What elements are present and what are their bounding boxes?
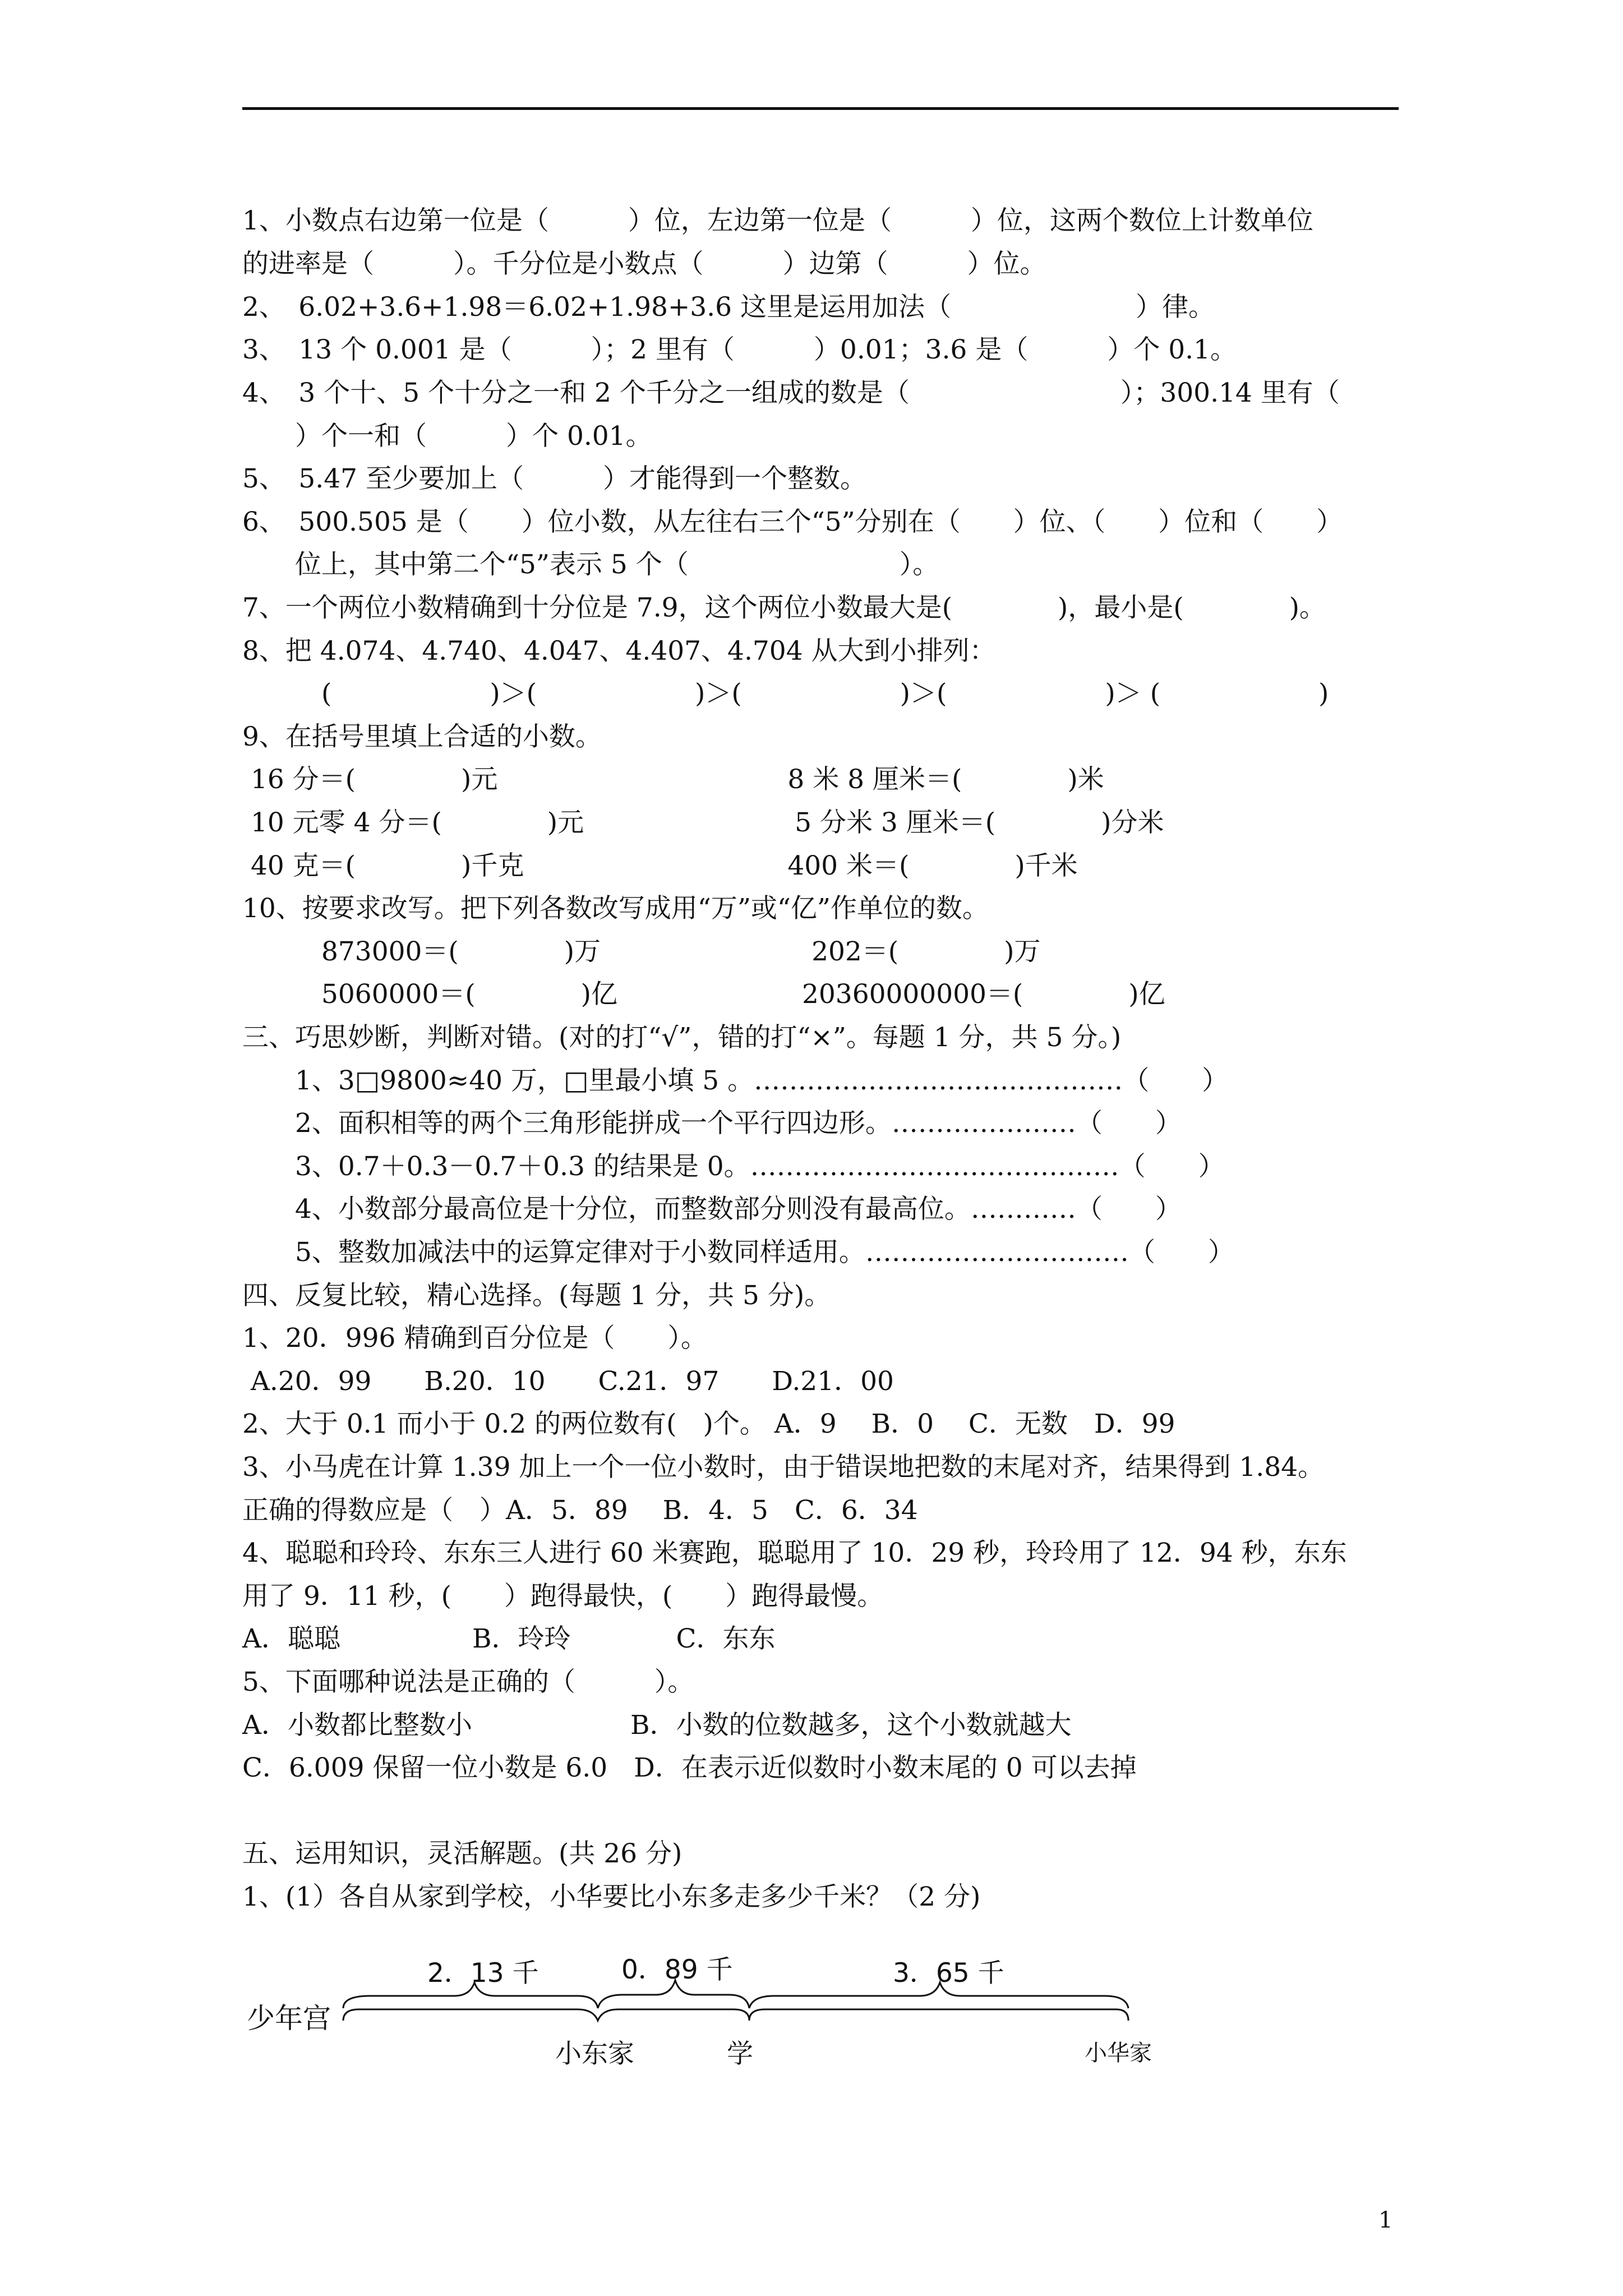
xiaohua-home-label: 小华家 [1085, 2040, 1152, 2066]
question-7: 7、一个两位小数精确到十分位是 7.9，这个两位小数最大是( )，最小是( )。 [242, 592, 1326, 623]
problem-1-1: 1、(1）各自从家到学校，小华要比小东多走多少千米？（2 分) [242, 1881, 981, 1912]
judge-item-2: 2、面积相等的两个三角形能拼成一个平行四边形。…………………（ ） [242, 1108, 1182, 1139]
choice-5-options-ab: A．小数都比整数小 B．小数的位数越多，这个小数就越大 [242, 1710, 1072, 1741]
choice-1-options: A.20．99 B.20．10 C.21．97 D.21．00 [242, 1366, 894, 1397]
xiaodong-home-label: 小东家 [555, 2039, 634, 2069]
segment-label-1: 2．13 千 [427, 1958, 539, 1989]
choice-1: 1、20．996 精确到百分位是（ ）。 [242, 1323, 707, 1354]
question-1-line-1: 1、小数点右边第一位是（ ）位，左边第一位是（ ）位，这两个数位上计数单位 [242, 205, 1313, 236]
page-number: 1 [1378, 2207, 1393, 2233]
question-8: 8、把 4.074、4.740、4.047、4.407、4.704 从大到小排列： [242, 636, 996, 666]
question-10-row-2: 5060000＝( )亿 20360000000＝( )亿 [242, 979, 1165, 1010]
question-9-row-1: 16 分＝( )元 8 米 8 厘米＝( )米 [242, 764, 1104, 795]
choice-2: 2、大于 0.1 而小于 0.2 的两位数有( )个。 A．9 B．0 C．无数 D．99 [242, 1409, 1175, 1439]
question-5: 5、 5.47 至少要加上（ ）才能得到一个整数。 [242, 463, 866, 494]
school-label: 学 [727, 2039, 753, 2069]
segment-label-2: 0．89 千 [621, 1954, 733, 1985]
question-9-row-2: 10 元零 4 分＝( )元 5 分米 3 厘米＝( )分米 [242, 807, 1164, 838]
start-point-label: 少年宫 [247, 2002, 331, 2035]
judge-item-5: 5、整数加减法中的运算定律对于小数同样适用。…………………………（ ） [242, 1237, 1234, 1268]
question-10: 10、按要求改写。把下列各数改写成用“万”或“亿”作单位的数。 [242, 893, 989, 924]
choice-5-options-cd: C．6.009 保留一位小数是 6.0 D．在表示近似数时小数末尾的 0 可以去掉 [242, 1752, 1137, 1783]
choice-4-line-2: 用了 9．11 秒，( ）跑得最快，( ）跑得最慢。 [242, 1581, 884, 1612]
judge-item-3: 3、0.7＋0.3－0.7＋0.3 的结果是 0。……………………………………（ ） [242, 1151, 1225, 1182]
brace-bottom [343, 2009, 1128, 2021]
choice-4-options: A．聪聪 B．玲玲 C．东东 [242, 1623, 776, 1654]
question-4-line-2: ）个一和（ ）个 0.01。 [242, 421, 652, 452]
section-4-heading: 四、反复比较，精心选择。(每题 1 分，共 5 分)。 [242, 1280, 831, 1311]
question-6-line-1: 6、 500.505 是（ ）位小数，从左往右三个“5”分别在（ ）位、（ ）位和（ ） [242, 507, 1343, 537]
choice-3-line-1: 3、小马虎在计算 1.39 加上一个一位小数时，由于错误地把数的末尾对齐，结果得到 1.84。 [242, 1452, 1325, 1483]
segment-label-3: 3．65 千 [893, 1958, 1004, 1989]
question-10-row-1: 873000＝( )万 202＝( )万 [242, 936, 1041, 967]
judge-item-4: 4、小数部分最高位是十分位，而整数部分则没有最高位。…………（ ） [242, 1194, 1182, 1225]
choice-4-line-1: 4、聪聪和玲玲、东东三人进行 60 米赛跑，聪聪用了 10．29 秒，玲玲用了 12．94 秒，东东 [242, 1538, 1347, 1568]
question-3: 3、 13 个 0.001 是（ ）；2 里有（ ）0.01；3.6 是（ ）个 0.1。 [242, 334, 1237, 365]
question-8-blanks: ( )＞( )＞( )＞( )＞ ( ) [242, 678, 1329, 709]
section-3-heading: 三、巧思妙断，判断对错。(对的打“√”，错的打“×”。每题 1 分，共 5 分。) [242, 1022, 1122, 1053]
question-6-line-2: 位上，其中第二个“5”表示 5 个（ ）。 [242, 549, 939, 580]
section-5-heading: 五、运用知识，灵活解题。(共 26 分) [242, 1838, 683, 1869]
choice-3-line-2: 正确的得数应是（ ）A．5．89 B．4．5 C．6．34 [242, 1495, 918, 1526]
question-9: 9、在括号里填上合适的小数。 [242, 721, 602, 752]
question-9-row-3: 40 克＝( )千克 400 米＝( )千米 [242, 850, 1078, 881]
question-1-line-2: 的进率是（ ）。千分位是小数点（ ）边第（ ）位。 [242, 249, 1046, 279]
judge-item-1: 1、3□9800≈40 万，□里最小填 5 。……………………………………（ ） [242, 1065, 1229, 1096]
question-4-line-1: 4、 3 个十、5 个十分之一和 2 个千分之一组成的数是（ ）；300.14 里有（ [242, 378, 1340, 408]
choice-5: 5、下面哪种说法是正确的（ ）。 [242, 1667, 694, 1697]
question-2: 2、 6.02+3.6+1.98＝6.02+1.98+3.6 这里是运用加法（ ）律。 [242, 292, 1215, 323]
